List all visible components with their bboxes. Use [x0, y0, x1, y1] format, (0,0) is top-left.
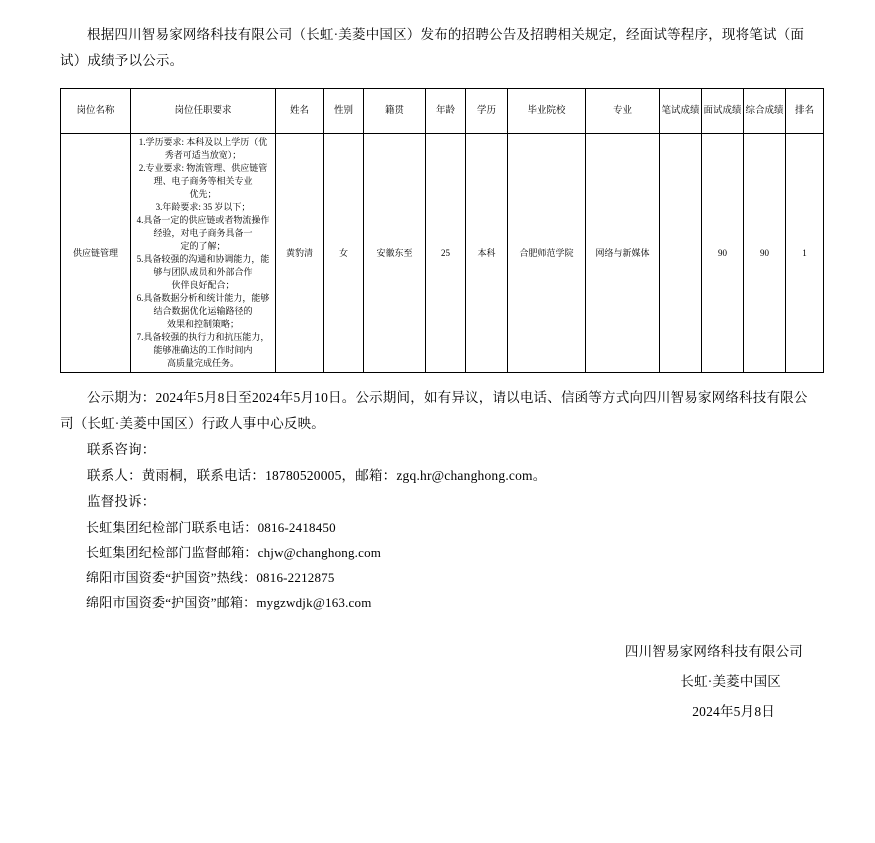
requirement-line: 经验，对电子商务具备一 [153, 228, 253, 238]
header-position: 岗位名称 [61, 89, 131, 134]
requirement-line: 够与团队成员和外部合作 [153, 267, 253, 277]
header-written-score: 笔试成绩 [660, 89, 702, 134]
requirement-line: 秀者可适当放宽）； [164, 150, 242, 160]
table-row [61, 134, 824, 373]
requirement-line: 1.学历要求: 本科及以上学历（优 [138, 137, 268, 147]
header-total-score: 综合成绩 [744, 89, 786, 134]
requirement-line: 结合数据优化运输路径的 [153, 306, 253, 316]
supervision-line-hotline-email: 绵阳市国资委“护国资”邮箱：mygzwdjk@163.com [86, 595, 372, 610]
requirement-line: 3.年龄要求: 35 岁以下； [155, 202, 251, 212]
cell-major: 网络与新媒体 [586, 134, 660, 373]
signature-block [60, 637, 815, 727]
signature-division: 长虹·美菱中国区 [680, 674, 781, 689]
requirement-line: 6.具备数据分析和统计能力，能够 [136, 293, 270, 303]
requirement-line: 4.具备一定的供应链或者物流操作 [136, 215, 270, 225]
cell-education: 本科 [466, 134, 508, 373]
contact-line: 联系人：黄雨桐，联系电话：18780520005，邮箱：zgq.hr@changhong.com。 [87, 468, 547, 483]
requirement-line: 7.具备较强的执行力和抗压能力， [136, 332, 270, 342]
cell-rank: 1 [786, 134, 824, 373]
results-table [60, 88, 824, 373]
header-name: 姓名 [276, 89, 324, 134]
requirement-line: 伙伴良好配合； [171, 280, 235, 290]
requirement-line: 能够准确达的工作时间内 [153, 345, 253, 355]
header-rank: 排名 [786, 89, 824, 134]
table-header-row [61, 89, 824, 134]
cell-requirements [131, 134, 276, 373]
requirement-line: 效果和控制策略； [166, 319, 239, 329]
signature-date: 2024年5月8日 [692, 704, 775, 719]
requirement-line: 5.具备较强的沟通和协调能力，能 [136, 254, 270, 264]
contact-title: 联系咨询： [87, 442, 156, 457]
header-requirements: 岗位任职要求 [131, 89, 276, 134]
cell-school: 合肥师范学院 [508, 134, 586, 373]
cell-position: 供应链管理 [61, 134, 131, 373]
requirement-line: 优先； [189, 189, 217, 199]
header-education: 学历 [466, 89, 508, 134]
supervision-title: 监督投诉： [87, 494, 156, 509]
header-gender: 性别 [324, 89, 364, 134]
cell-age: 25 [426, 134, 466, 373]
notice-paragraph: 公示期为：2024年5月8日至2024年5月10日。公示期间，如有异议，请以电话、信函等方式向四川智易家网络科技有限公司（长虹·美菱中国区）行政人事中心反映。 [60, 390, 808, 431]
cell-hometown: 安徽东至 [364, 134, 426, 373]
signature-company: 四川智易家网络科技有限公司 [624, 644, 803, 659]
cell-interview-score: 90 [702, 134, 744, 373]
supervision-line-hotline: 绵阳市国资委“护国资”热线：0816-2212875 [86, 570, 335, 585]
intro-paragraph: 根据四川智易家网络科技有限公司（长虹·美菱中国区）发布的招聘公告及招聘相关规定，经面试等程序，现将笔试（面试）成绩予以公示。 [60, 27, 805, 68]
requirement-line: 理、电子商务等相关专业 [153, 176, 253, 186]
cell-name: 黄豹清 [276, 134, 324, 373]
cell-gender: 女 [324, 134, 364, 373]
requirement-line: 2.专业要求: 物流管理、供应链管 [138, 163, 268, 173]
requirement-line: 定的了解； [180, 241, 226, 251]
header-hometown: 籍贯 [364, 89, 426, 134]
cell-total-score: 90 [744, 134, 786, 373]
requirement-line: 高质量完成任务。 [166, 358, 239, 368]
header-interview-score: 面试成绩 [702, 89, 744, 134]
header-age: 年龄 [426, 89, 466, 134]
header-major: 专业 [586, 89, 660, 134]
supervision-line-phone: 长虹集团纪检部门联系电话：0816-2418450 [86, 520, 336, 535]
header-school: 毕业院校 [508, 89, 586, 134]
supervision-line-email: 长虹集团纪检部门监督邮箱：chjw@changhong.com [86, 545, 382, 560]
cell-written-score [660, 134, 702, 373]
